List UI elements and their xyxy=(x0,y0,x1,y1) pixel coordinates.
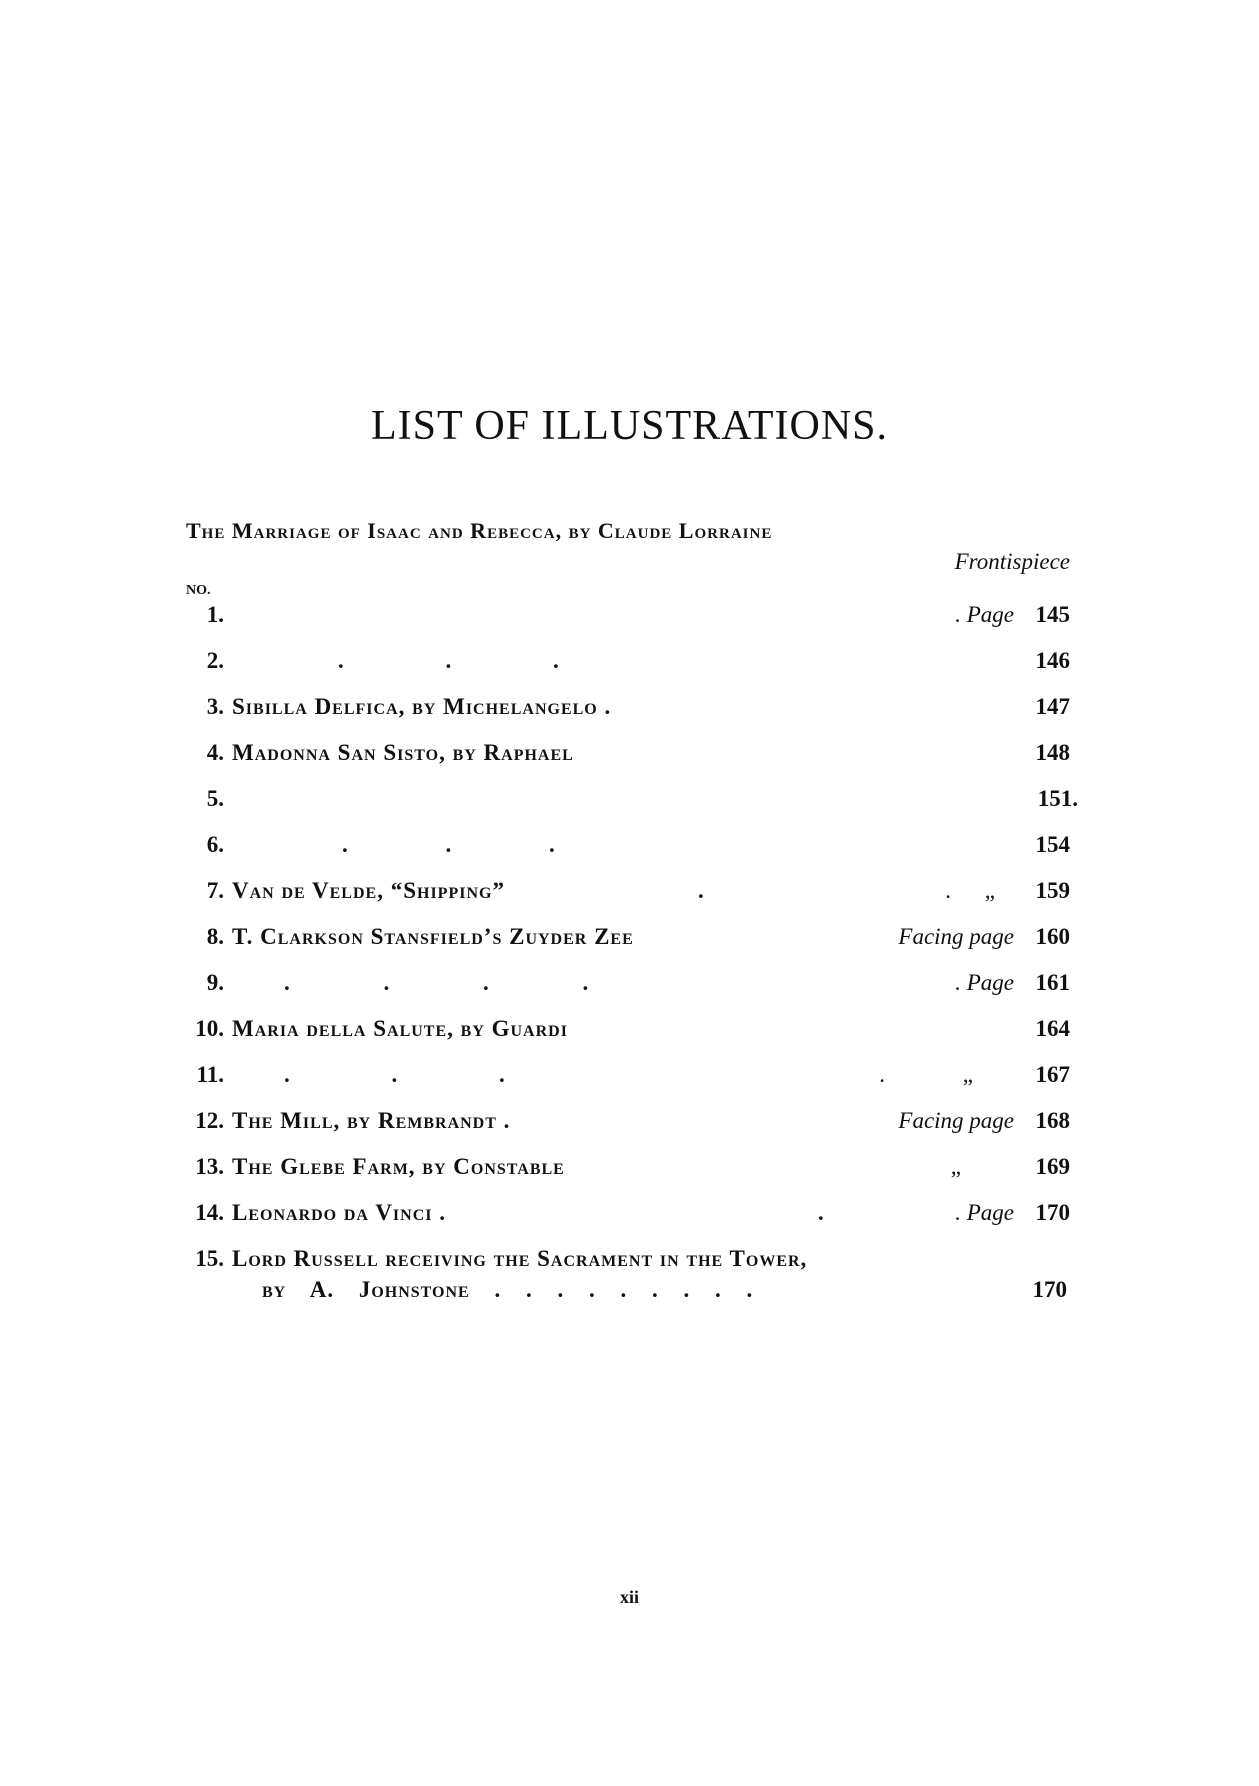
illustration-row xyxy=(0,694,1259,728)
entry-ditto: . „ xyxy=(945,878,1009,903)
entry-number: 8. xyxy=(206,924,224,949)
illustration-row xyxy=(0,1200,1259,1234)
entry-number: 12. xyxy=(195,1108,224,1133)
entry-label: Facing page xyxy=(898,924,1014,949)
entry-dots: . xyxy=(818,1200,864,1225)
entry-number: 13. xyxy=(195,1154,224,1179)
entry-page: 154 xyxy=(1035,832,1070,857)
illustration-row xyxy=(0,1108,1259,1142)
page-folio: xii xyxy=(619,1587,639,1607)
illustration-row xyxy=(0,1016,1259,1050)
page-title: LIST OF ILLUSTRATIONS. xyxy=(370,403,889,449)
entry-title: Madonna San Sisto, by Raphael xyxy=(232,740,574,765)
entry-number: 11. xyxy=(196,1062,224,1087)
entry-title: The Glebe Farm, by Constable xyxy=(232,1154,565,1179)
entry-dots: . . . xyxy=(342,832,601,857)
entry-title: T. Clarkson Stansfield’s Zuyder Zee xyxy=(232,924,634,949)
entry-dots: . . . xyxy=(284,1062,553,1087)
entry-title: Van de Velde, “Shipping” xyxy=(232,878,505,903)
entry-page: 159 xyxy=(1035,878,1070,903)
entry-title-line2: by A. Johnstone . . . . . . . . . xyxy=(262,1277,754,1302)
entry-number: 7. xyxy=(206,878,224,903)
entry-number: 14. xyxy=(195,1200,224,1225)
entry-number: 3. xyxy=(206,694,224,719)
entry-label: . Page xyxy=(955,1200,1014,1225)
illustration-row xyxy=(0,648,1259,682)
illustration-row xyxy=(0,602,1259,636)
illustration-row xyxy=(0,832,1259,866)
entry-number: 5. xyxy=(206,786,224,811)
entry-number: 4. xyxy=(206,740,224,765)
illustration-row xyxy=(0,1246,1259,1326)
illustration-row xyxy=(0,1154,1259,1188)
entry-page: 148 xyxy=(1035,740,1070,765)
illustration-row xyxy=(0,786,1259,820)
entry-page: 161 xyxy=(1035,970,1070,995)
entry-page: 160 xyxy=(1035,924,1070,949)
entry-title: Maria della Salute, by Guardi xyxy=(232,1016,568,1041)
frontispiece-label: Frontispiece xyxy=(954,549,1070,574)
frontispiece-title: The Marriage of Isaac and Rebecca, by Claude Lorraine xyxy=(186,518,773,543)
illustration-row xyxy=(0,1062,1259,1096)
entry-label: . Page xyxy=(955,602,1014,627)
entry-title-line1: Lord Russell receiving the Sacrament in the Tower, xyxy=(232,1246,808,1271)
entry-dots: . . . xyxy=(338,648,607,673)
entry-title: Sibilla Delfica, by Michelangelo . xyxy=(232,694,612,719)
entry-number: 10. xyxy=(195,1016,224,1041)
entry-number: 6. xyxy=(206,832,224,857)
entry-ditto: . „ xyxy=(879,1062,1009,1087)
entry-title: The Mill, by Rembrandt . xyxy=(232,1108,511,1133)
number-column-label: NO. xyxy=(186,583,211,598)
entry-title: Leonardo da Vinci . xyxy=(232,1200,446,1225)
entry-dots: . xyxy=(698,878,744,903)
illustration-row xyxy=(0,878,1259,912)
illustration-row xyxy=(0,924,1259,958)
illustration-row xyxy=(0,740,1259,774)
entry-page: 147 xyxy=(1035,694,1070,719)
entry-page: 170 xyxy=(1035,1200,1070,1225)
entry-number: 15. xyxy=(195,1246,224,1271)
entry-page: 146 xyxy=(1035,648,1070,673)
entry-label: Facing page xyxy=(898,1108,1014,1133)
entry-number: 1. xyxy=(206,602,224,627)
entry-page: 168 xyxy=(1035,1108,1070,1133)
illustration-row xyxy=(0,970,1259,1004)
entry-number: 2. xyxy=(206,648,224,673)
entry-label: . Page xyxy=(955,970,1014,995)
entry-page: 170 xyxy=(1032,1277,1067,1302)
entry-dots: . . . . xyxy=(284,970,633,995)
entry-page: 169 xyxy=(1035,1154,1070,1179)
entry-page: 167 xyxy=(1035,1062,1070,1087)
entry-page: 151. xyxy=(1037,786,1078,811)
entry-page: 164 xyxy=(1035,1016,1070,1041)
entry-ditto: „ xyxy=(950,1154,961,1179)
entry-number: 9. xyxy=(206,970,224,995)
entry-page: 145 xyxy=(1035,602,1070,627)
